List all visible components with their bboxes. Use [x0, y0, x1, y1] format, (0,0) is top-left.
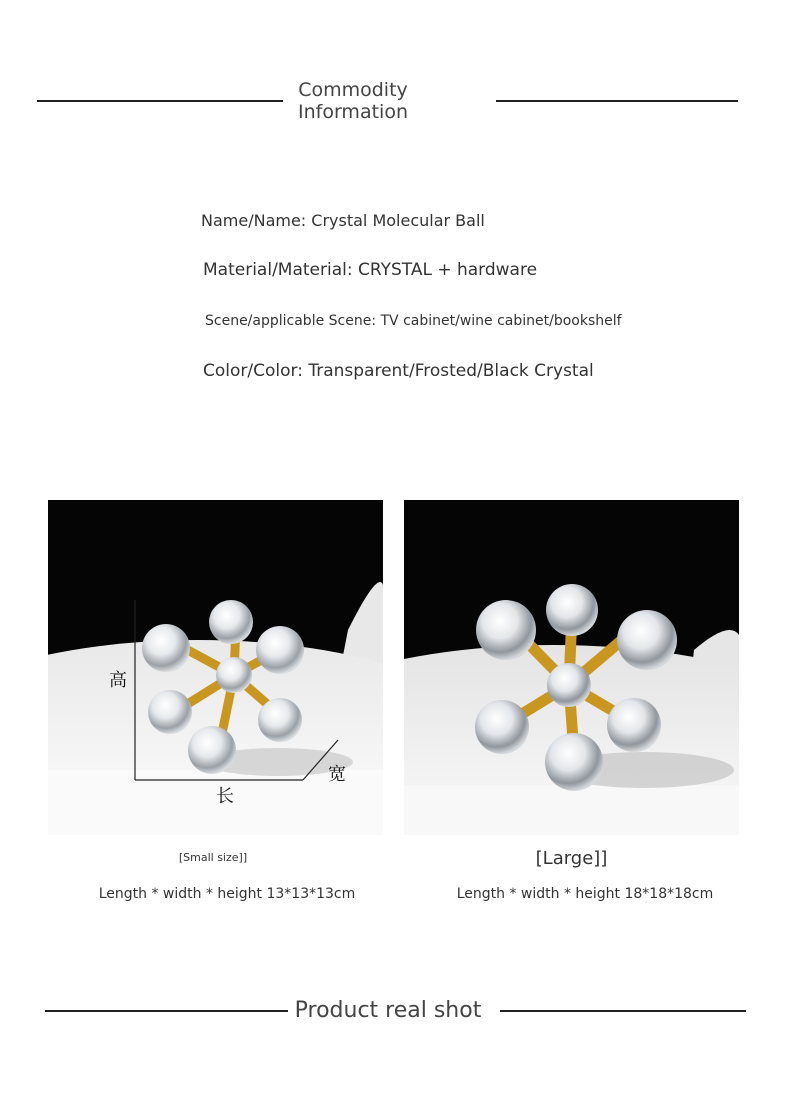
- footer-rule-right: [500, 1010, 746, 1012]
- length-mark-label: 长: [216, 786, 234, 807]
- product-photo-large: [404, 500, 739, 835]
- photo-large-image: [404, 500, 739, 835]
- header-rule-left: [37, 100, 283, 102]
- small-size-label: [Small size]]: [178, 851, 248, 864]
- spec-name: Name/Name: Crystal Molecular Ball: [201, 211, 485, 230]
- spec-color: Color/Color: Transparent/Frosted/Black Crystal: [203, 361, 594, 381]
- section-title-line1: Commodity: [298, 79, 408, 101]
- small-size-dimensions: Length * width * height 13*13*13cm: [98, 886, 356, 902]
- section-title-line2: Information: [298, 101, 408, 123]
- section-title-product-real-shot: Product real shot: [294, 998, 482, 1023]
- large-size-label: [Large]]: [535, 848, 608, 869]
- large-size-dimensions: Length * width * height 18*18*18cm: [456, 886, 714, 902]
- footer-rule-left: [45, 1010, 288, 1012]
- product-photo-small: [48, 500, 383, 835]
- spec-material: Material/Material: CRYSTAL + hardware: [203, 260, 538, 280]
- section-title-commodity-information: [283, 79, 423, 123]
- header-rule-right: [496, 100, 738, 102]
- height-mark-label: 高: [109, 670, 127, 691]
- width-mark-label: 宽: [328, 764, 346, 785]
- spec-scene: Scene/applicable Scene: TV cabinet/wine cabinet/bookshelf: [205, 313, 622, 329]
